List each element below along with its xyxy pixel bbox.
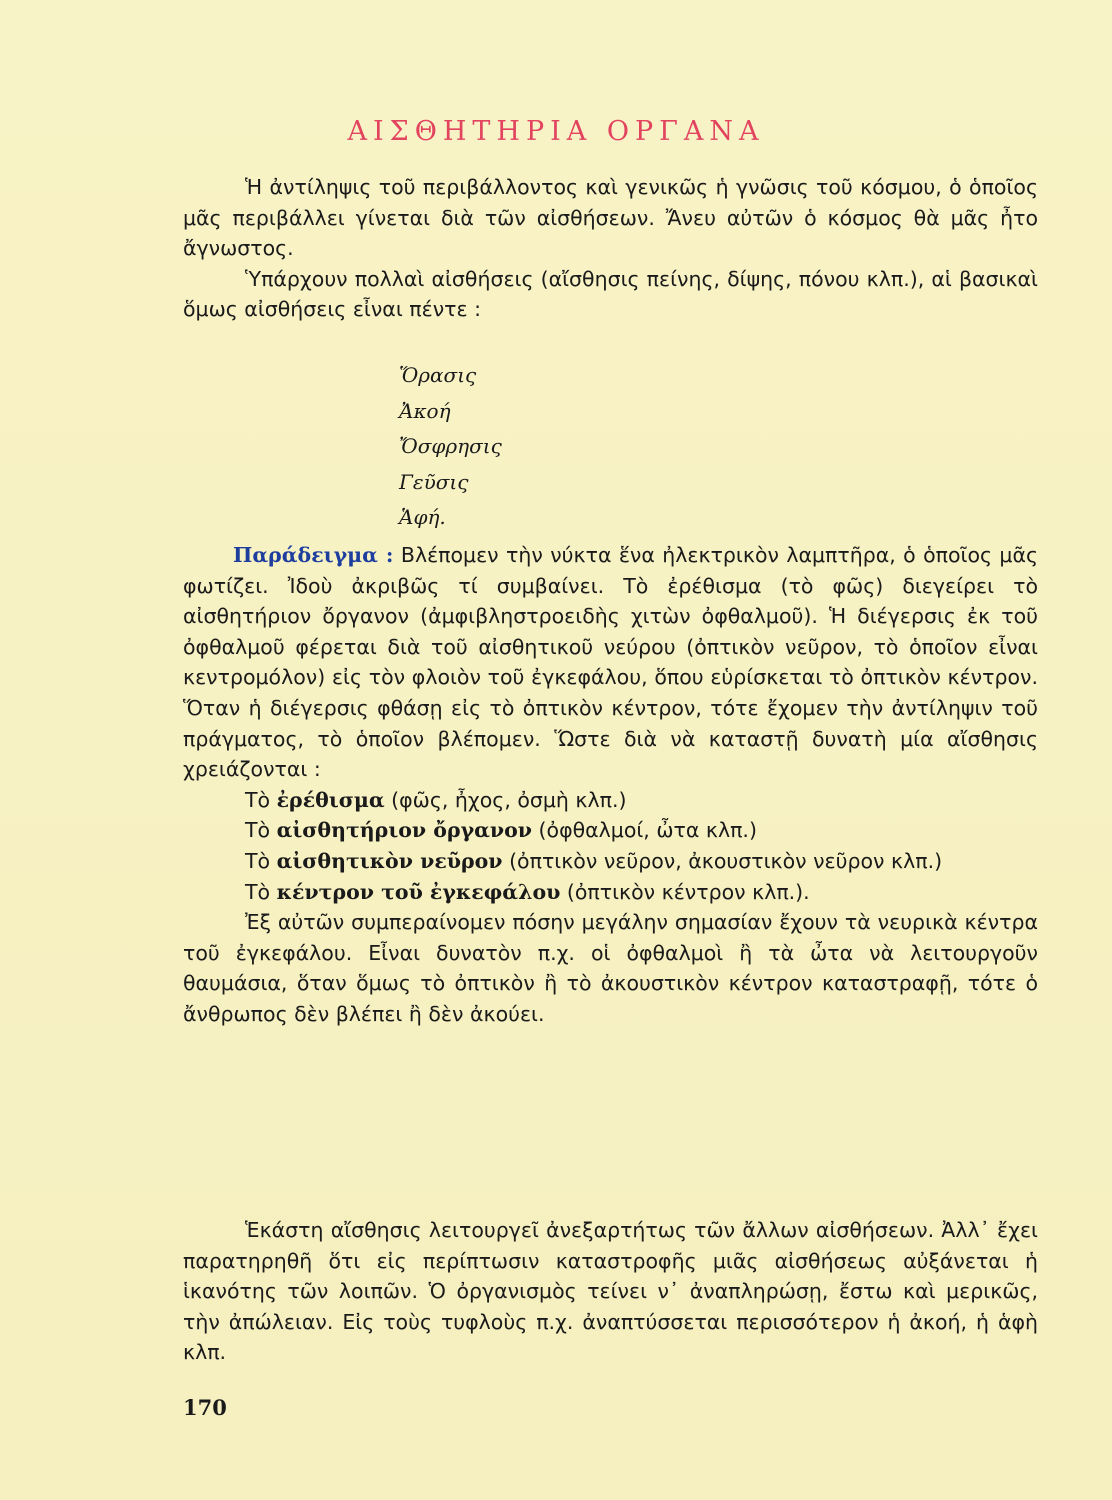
sense-item: Ὅρασις [399, 363, 477, 387]
page-title: ΑΙΣΘΗΤΗΡΙΑ ΟΡΓΑΝΑ [347, 116, 765, 147]
sense-item: Ἁφή. [399, 505, 446, 530]
last-section [183, 1215, 1038, 1368]
example-paragraph [183, 540, 1038, 785]
intro-paragraph-1: Ἡ ἀντίληψις τοῦ περιβάλλοντος καὶ γενικῶς ἡ γνῶσις τοῦ κόσμου, ὁ ὁποῖος μᾶς περιβάλλει γίνεται διὰ τῶν αἰσθήσεων. Ἄνευ αὐτῶν ὁ κόσμος θὰ μᾶς ἦτο ἄγνωστος. [183, 175, 1038, 261]
requirement-term: ἐρέθισμα [276, 787, 385, 812]
intro-section [183, 172, 1038, 325]
example-text: Βλέπομεν τὴν νύκτα ἕνα ἠλεκτρικὸν λαμπτῆρα, ὁ ὁποῖος μᾶς φωτίζει. Ἰδοὺ ἀκριβῶς τί συμβαίνει. Τὸ ἐρέθισμα (τὸ φῶς) διεγείρει τὸ αἰσθητήριον ὄργανον (ἀμφιβληστροειδὴς χιτὼν ὀφθαλμοῦ). Ἡ διέγερσις ἐκ τοῦ ὀφθαλμοῦ φέρεται διὰ τοῦ αἰσθητικοῦ νεύρου (ὀπτικὸν νεῦρον, τὸ ὁποῖον εἶναι κεντρομόλον) εἰς τὸν φλοιὸν τοῦ ἐγκεφάλου, ὅπου εὑρίσκεται τὸ ὀπτικὸν κέντρον. Ὅταν ἡ διέγερσις φθάσῃ εἰς τὸ ὀπτικὸν κέντρον, τότε ἔχομεν τὴν ἀντίληψιν τοῦ πράγματος, τὸ ὁποῖον βλέπομεν. Ὥστε διὰ νὰ καταστῇ δυνατὴ μία αἴσθησις χρειάζονται : [183, 543, 1038, 782]
sense-item: Γεῦσις [399, 469, 469, 494]
senses-list [399, 358, 502, 536]
requirement-item: Τὸ ἐρέθισμα (φῶς, ἦχος, ὀσμὴ κλπ.) [245, 787, 627, 812]
example-section [183, 540, 1038, 1030]
requirement-term: αἰσθητήριον ὄργανον [276, 818, 533, 843]
sense-item: Ὄσφρησις [399, 434, 502, 459]
requirement-item: Τὸ κέντρον τοῦ ἐγκεφάλου (ὀπτικὸν κέντρον κλπ.). [245, 879, 810, 904]
requirement-term: αἰσθητικὸν νεῦρον [276, 848, 503, 873]
requirement-term: κέντρον τοῦ ἐγκεφάλου [276, 879, 561, 904]
sense-item: Ἀκοή [399, 398, 451, 423]
intro-paragraph-2: Ὑπάρχουν πολλαὶ αἰσθήσεις (αἴσθησις πείνης, δίψης, πόνου κλπ.), αἱ βασικαὶ ὅμως αἰσθήσεις εἶναι πέντε : [183, 266, 1038, 322]
requirement-item: Τὸ αἰσθητήριον ὄργανον (ὀφθαλμοί, ὦτα κλπ.) [245, 818, 757, 843]
conclusion-paragraph: Ἐξ αὐτῶν συμπεραίνομεν πόσην μεγάλην σημασίαν ἔχουν τὰ νευρικὰ κέντρα τοῦ ἐγκεφάλου. Εἶναι δυνατὸν π.χ. οἱ ὀφθαλμοὶ ἢ τὰ ὦτα νὰ λειτουργοῦν θαυμάσια, ὅταν ὅμως τὸ ὀπτικὸν ἢ τὸ ἀκουστικὸν κέντρον καταστραφῇ, τότε ὁ ἄνθρωπος δὲν βλέπει ἢ δὲν ἀκούει. [183, 910, 1038, 1026]
requirement-item: Τὸ αἰσθητικὸν νεῦρον (ὀπτικὸν νεῦρον, ἀκουστικὸν νεῦρον κλπ.) [245, 848, 943, 873]
last-paragraph: Ἑκάστη αἴσθησις λειτουργεῖ ἀνεξαρτήτως τῶν ἄλλων αἰσθήσεων. Ἀλλ᾽ ἔχει παρατηρηθῆ ὅτι εἰς περίπτωσιν καταστροφῆς μιᾶς αἰσθήσεως αὐξάνεται ἡ ἱκανότης τῶν λοιπῶν. Ὁ ὀργανισμὸς τείνει ν᾽ ἀναπληρώσῃ, ἔστω καὶ μερικῶς, τὴν ἀπώλειαν. Εἰς τοὺς τυφλοὺς π.χ. ἀναπτύσσεται περισσότερον ἡ ἀκοή, ἡ ἁφὴ κλπ. [183, 1218, 1038, 1365]
page-number: 170 [183, 1395, 227, 1420]
example-label: Παράδειγμα : [233, 543, 394, 567]
